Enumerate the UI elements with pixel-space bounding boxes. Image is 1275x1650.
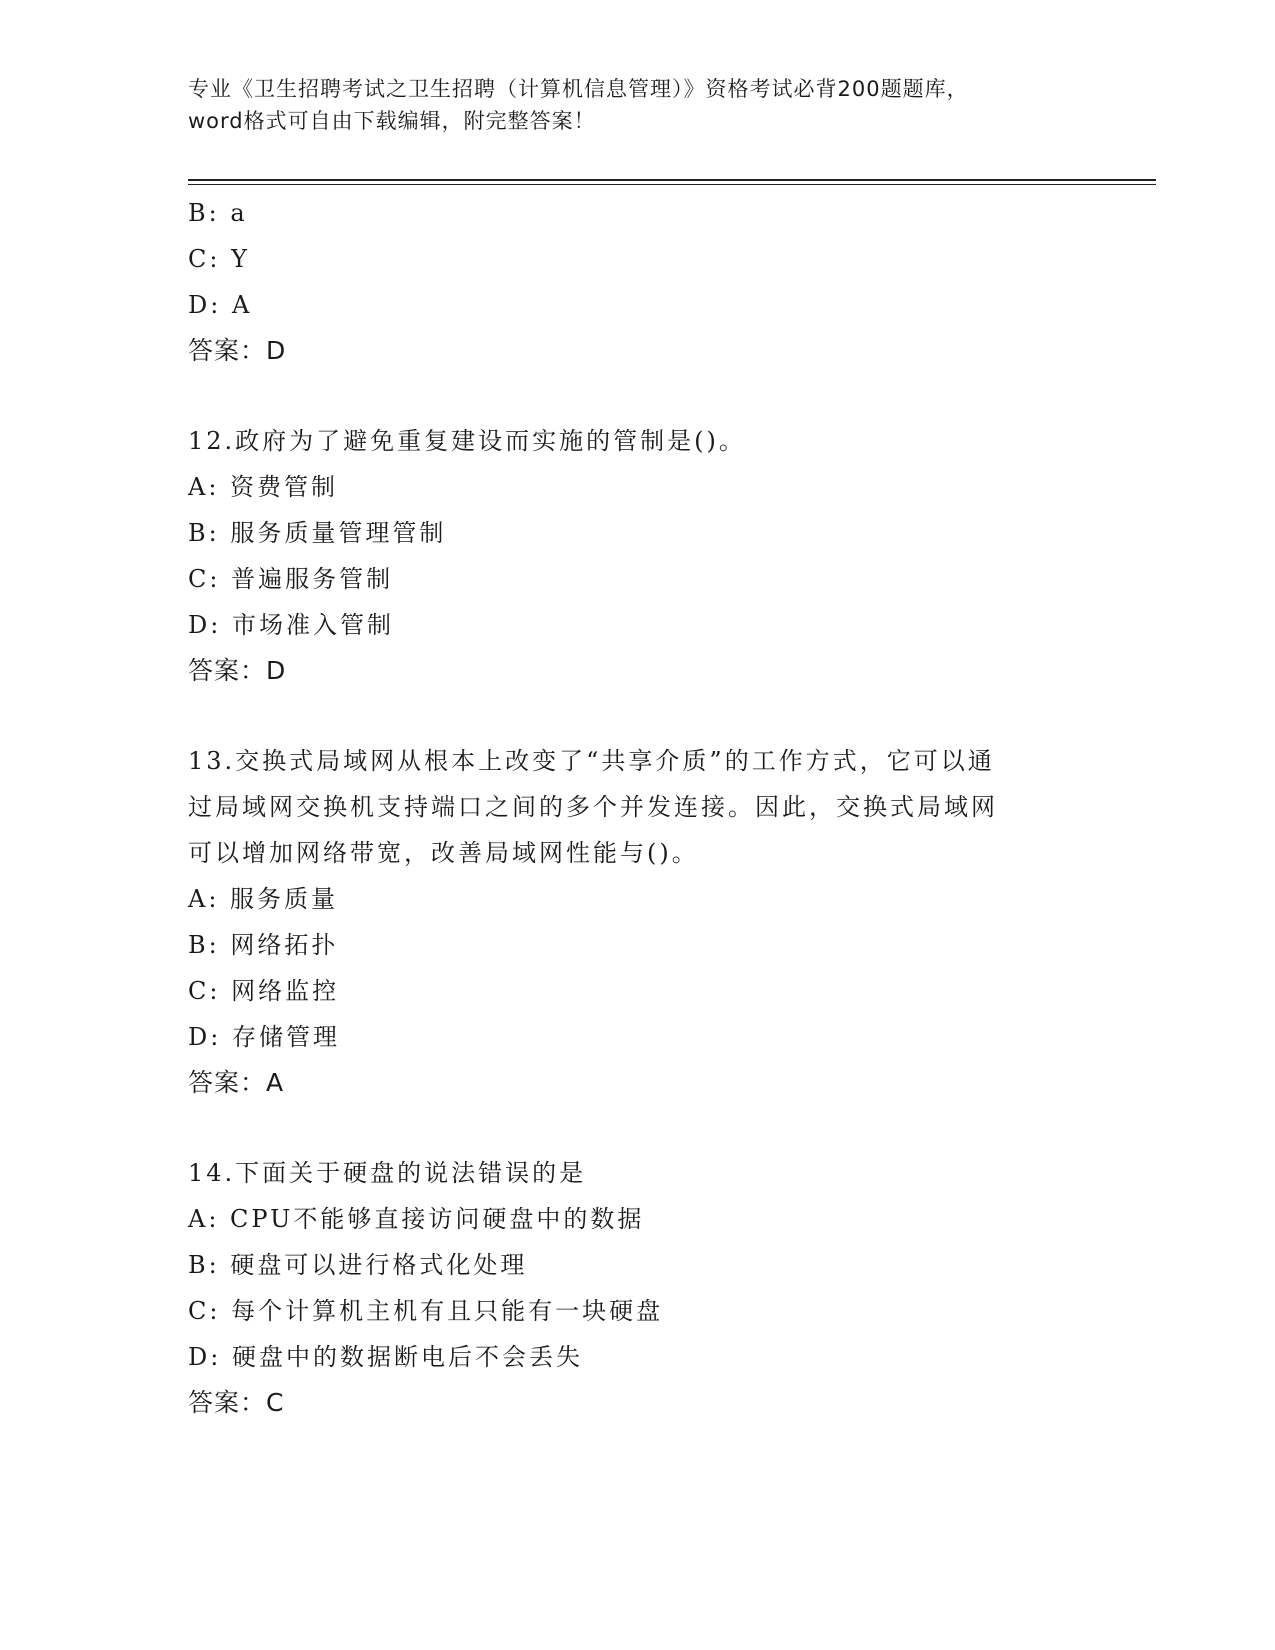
question-block xyxy=(188,1150,1088,1426)
question-stem: 14.下面关于硬盘的说法错误的是 xyxy=(188,1159,587,1187)
option-a: A: 资费管制 xyxy=(188,473,339,501)
spacer xyxy=(188,1106,1088,1150)
option-c: C: 普遍服务管制 xyxy=(188,565,394,593)
document-header xyxy=(188,73,1088,137)
option-a: A: 服务质量 xyxy=(188,885,339,913)
header-title-line-1: 专业《卫生招聘考试之卫生招聘（计算机信息管理）》资格考试必背200题题库， xyxy=(188,77,969,101)
option-d: D: 市场准入管制 xyxy=(188,611,394,639)
header-title-line-2: word格式可自由下载编辑，附完整答案！ xyxy=(188,109,596,133)
question-block xyxy=(188,418,1088,694)
question-stem: 12.政府为了避免重复建设而实施的管制是()。 xyxy=(188,427,746,455)
header-divider-thin xyxy=(188,184,1156,185)
option-b: B: 网络拓扑 xyxy=(188,931,339,959)
option-b: B: 服务质量管理管制 xyxy=(188,519,447,547)
option-b: B: a xyxy=(188,199,248,227)
option-c: C: Y xyxy=(188,245,250,273)
option-a: A: CPU不能够直接访问硬盘中的数据 xyxy=(188,1205,645,1233)
question-stem-line: 过局域网交换机支持端口之间的多个并发连接。因此，交换式局域网 xyxy=(188,793,998,821)
question-block xyxy=(188,190,1088,374)
question-block xyxy=(188,738,1088,1106)
header-divider-thick xyxy=(188,179,1156,181)
answer-line: 答案：D xyxy=(188,656,287,685)
question-stem-line: 13.交换式局域网从根本上改变了“共享介质”的工作方式，它可以通 xyxy=(188,747,995,775)
option-b: B: 硬盘可以进行格式化处理 xyxy=(188,1251,528,1279)
option-d: D: 硬盘中的数据断电后不会丢失 xyxy=(188,1343,583,1371)
spacer xyxy=(188,694,1088,738)
answer-line: 答案：C xyxy=(188,1388,285,1417)
answer-line: 答案：D xyxy=(188,336,287,365)
option-d: D: 存储管理 xyxy=(188,1023,340,1051)
question-stem-line: 可以增加网络带宽，改善局域网性能与()。 xyxy=(188,839,699,867)
spacer xyxy=(188,374,1088,418)
option-d: D: A xyxy=(188,291,253,319)
option-c: C: 每个计算机主机有且只能有一块硬盘 xyxy=(188,1297,664,1325)
document-body xyxy=(188,190,1088,1426)
answer-line: 答案：A xyxy=(188,1068,285,1097)
option-c: C: 网络监控 xyxy=(188,977,340,1005)
